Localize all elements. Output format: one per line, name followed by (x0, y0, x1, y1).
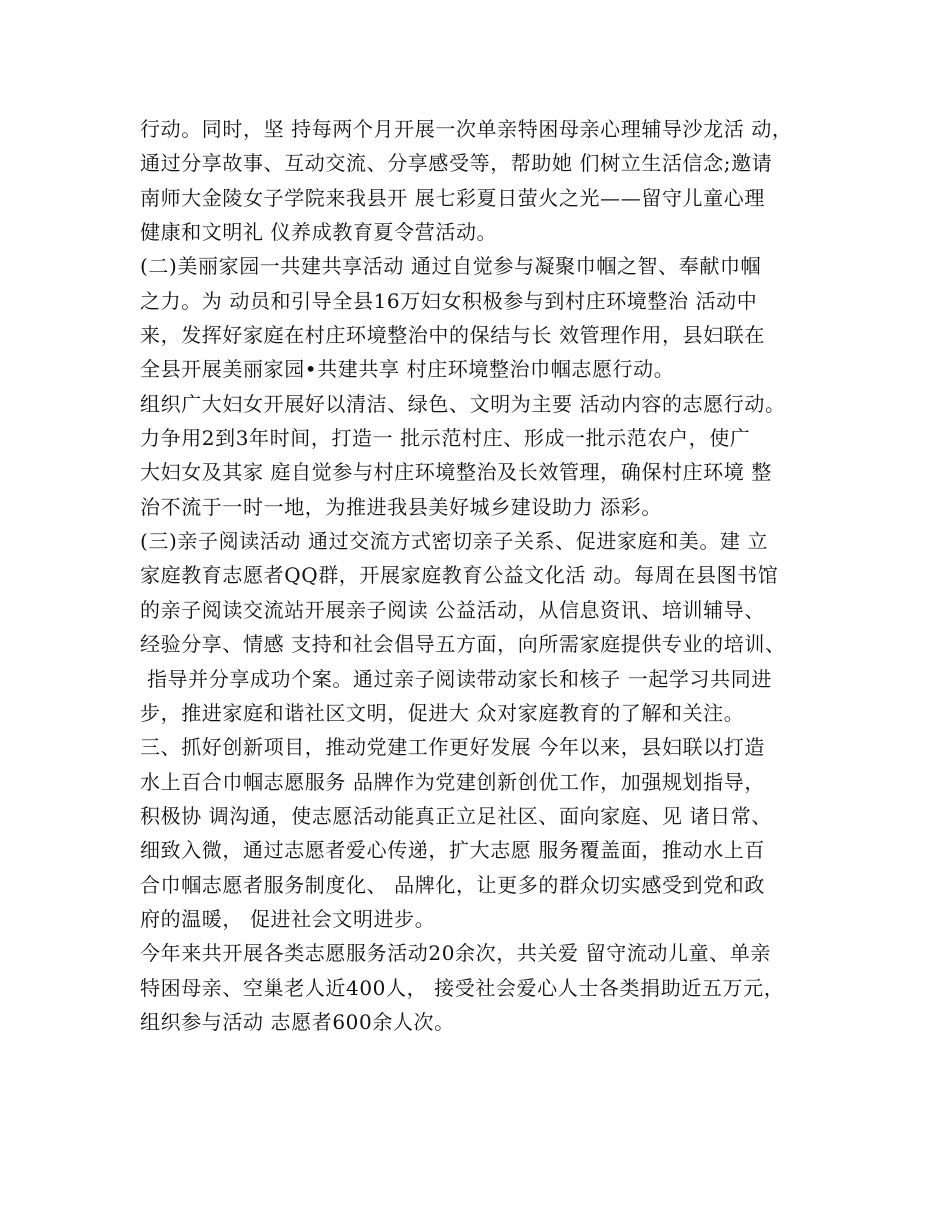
text-line: 三、抓好创新项目，推动党建工作更好发展 今年以来，县妇联以打造 (140, 735, 765, 760)
text-line: 力争用2到3年时间，打造一 批示范村庄、形成一批示范农户，使广 (140, 426, 751, 451)
text-line: 之力。为 动员和引导全县16万妇女积极参与到村庄环境整治 活动中 (140, 288, 758, 313)
text-line: 大妇女及其家 庭自觉参与村庄环境整治及长效管理，确保村庄环境 整 (140, 460, 772, 485)
text-line: 组织参与活动 志愿者600余人次。 (140, 1009, 455, 1034)
text-line: 家庭教育志愿者QQ群，开展家庭教育公益文化活 动。每周在县图书馆 (140, 563, 779, 588)
text-line: 步，推进家庭和谐社区文明，促进大 众对家庭教育的了解和关注。 (140, 700, 745, 725)
text-line: 通过分享故事、互动交流、分享感受等，帮助她 们树立生活信念;邀请 (140, 151, 773, 176)
text-line: 全县开展美丽家园•共建共享 村庄环境整治巾帼志愿行动。 (140, 357, 675, 382)
text-line: 水上百合巾帼志愿服务 品牌作为党建创新创优工作，加强规划指导， (140, 769, 765, 794)
text-line: 组织广大妇女开展好以清洁、绿色、文明为主要 活动内容的志愿行动。 (140, 391, 786, 416)
text-line: 经验分享、情感 支持和社会倡导五方面，向所需家庭提供专业的培训、 (140, 632, 786, 657)
text-line: 特困母亲、空巢老人近400人， 接受社会爱心人士各类捐助近五万元， (140, 975, 785, 1000)
text-line: 细致入微，通过志愿者爱心传递，扩大志愿 服务覆盖面，推动水上百 (140, 838, 765, 863)
text-line: 积极协 调沟通，使志愿活动能真正立足社区、面向家庭、见 诸日常、 (140, 803, 772, 828)
text-line: 行动。同时，坚 持每两个月开展一次单亲特困母亲心理辅导沙龙活 动， (140, 117, 793, 141)
text-line: 健康和文明礼 仪养成教育夏令营活动。 (140, 220, 498, 245)
text-line: 南师大金陵女子学院来我县开 展七彩夏日萤火之光——留守儿童心理 (140, 185, 765, 210)
text-line: (三)亲子阅读活动 通过交流方式密切亲子关系、促进家庭和美。建 立 (140, 529, 769, 554)
text-line: 来，发挥好家庭在村庄环境整治中的保结与长 效管理作用，县妇联在 (140, 323, 765, 348)
text-line: 府的温暖， 促进社会文明进步。 (140, 906, 436, 931)
text-line: 治不流于一时一地，为推进我县美好城乡建设助力 添彩。 (140, 494, 662, 519)
body-text (140, 112, 830, 1039)
text-line: (二)美丽家园一共建共享活动 通过自觉参与凝聚巾帼之智、奉献巾帼 (140, 254, 762, 279)
text-line: 今年来共开展各类志愿服务活动20余次，共关爱 留守流动儿童、单亲 (140, 941, 772, 966)
text-line: 的亲子阅读交流站开展亲子阅读 公益活动，从信息资讯、培训辅导、 (140, 597, 765, 622)
text-line: 合巾帼志愿者服务制度化、 品牌化，让更多的群众切实感受到党和政 (140, 872, 765, 897)
text-line: 指导并分享成功个案。通过亲子阅读带动家长和核子 一起学习共同进 (140, 666, 772, 691)
